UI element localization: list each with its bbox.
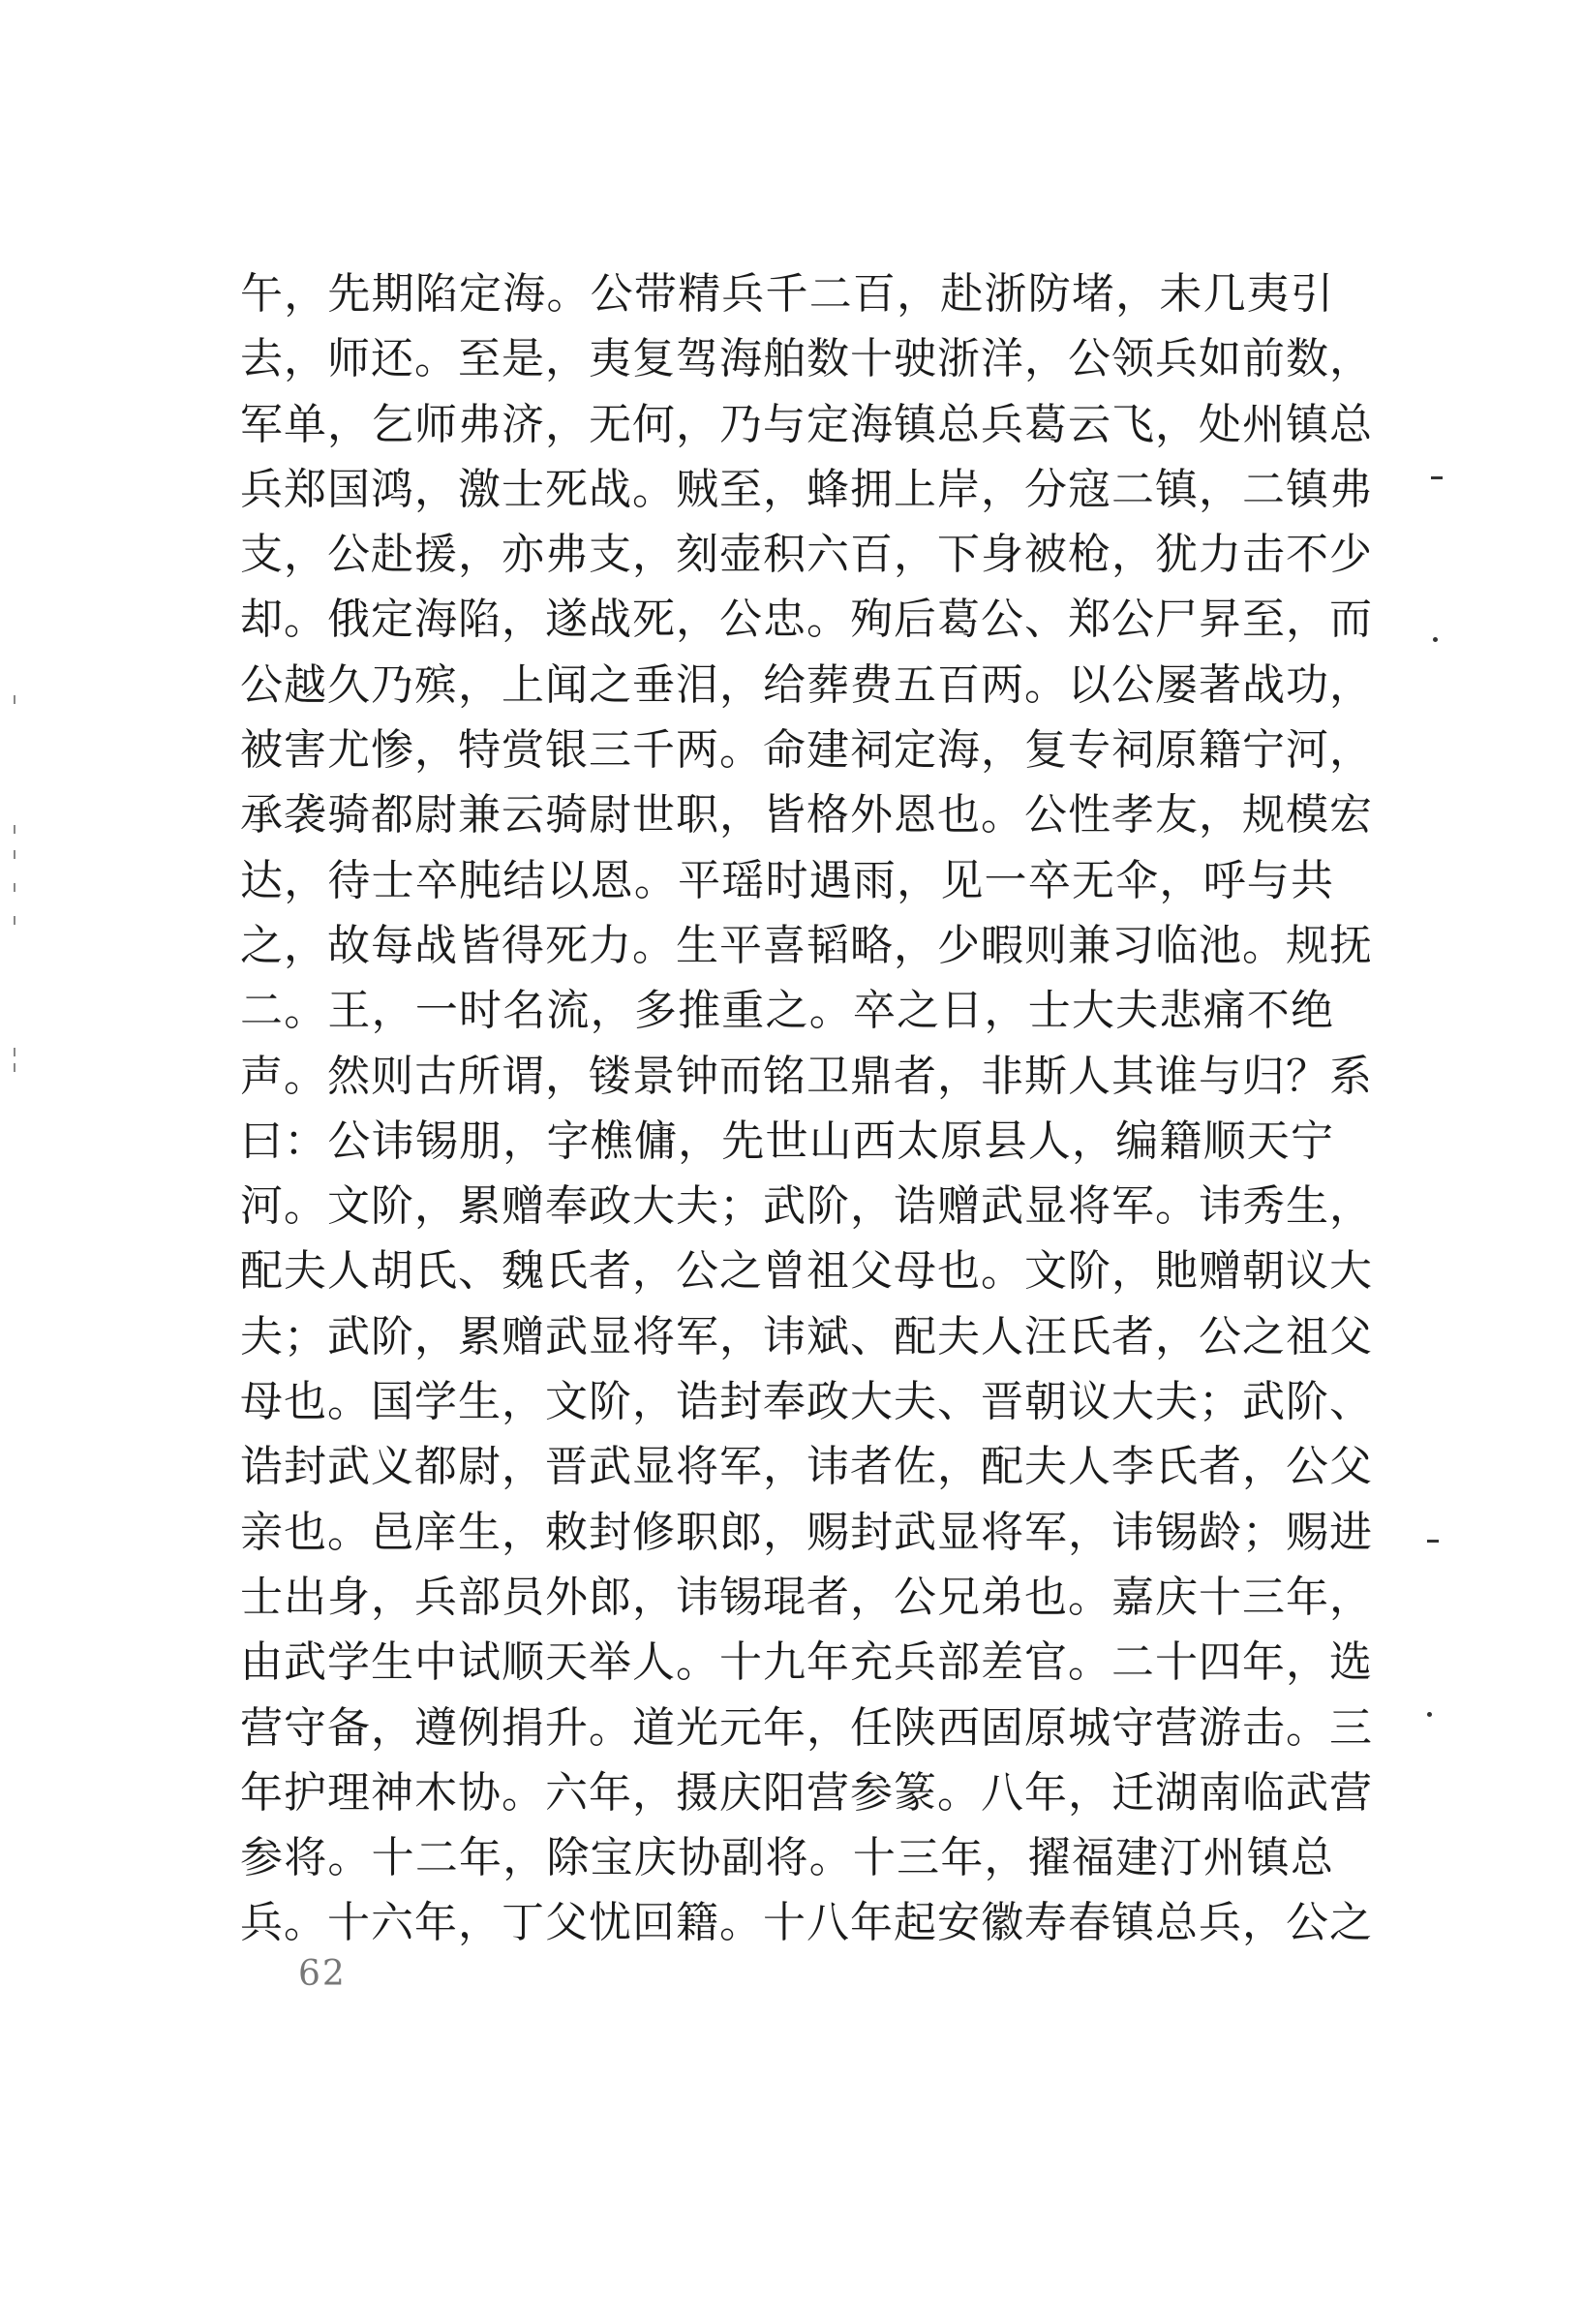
text-line: 年护理神木协。六年，摄庆阳营参篆。八年，迁湖南临武营 [240,1767,1373,1818]
text-line: 被害尤惨，特赏银三千两。命建祠定海，复专祠原籍宁河， [240,725,1373,776]
text-line: 亲也。邑庠生，敕封修职郎，赐封武显将军，讳锡龄；赐进 [240,1507,1373,1557]
scan-mark [14,916,15,925]
text-line: 士出身，兵部员外郎，讳锡琨者，公兄弟也。嘉庆十三年， [240,1572,1373,1622]
scan-mark [14,883,15,892]
scan-mark [14,1063,15,1072]
scan-mark [14,695,15,704]
page-number: 62 [298,1954,347,1994]
text-line: 配夫人胡氏、魏氏者，公之曾祖父母也。文阶，貤赠朝议大 [240,1246,1373,1297]
text-line: 之，故每战皆得死力。生平喜韬略，少暇则兼习临池。规抚 [240,920,1373,970]
scan-mark [14,1048,15,1056]
scan-mark [1427,1540,1439,1543]
scan-mark [14,850,15,859]
text-line: 公越久乃殡，上闻之垂泪，给葬费五百两。以公屡著战功， [240,659,1373,710]
text-line: 午，先期陷定海。公带精兵千二百，赴浙防堵，未几夷引 [240,269,1334,319]
text-line: 声。然则古所谓，镂景钟而铭卫鼎者，非斯人其谁与归？系 [240,1051,1373,1101]
scan-mark [1431,476,1443,479]
scan-mark [14,825,15,834]
text-line: 夫；武阶，累赠武显将军，讳斌、配夫人汪氏者，公之祖父 [240,1311,1373,1361]
scan-mark [1433,637,1438,642]
text-line: 支，公赴援，亦弗支，刻壶积六百，下身被枪，犹力击不少 [240,530,1373,580]
text-line: 诰封武义都尉，晋武显将军，讳者佐，配夫人李氏者，公父 [240,1442,1373,1492]
text-line: 去，师还。至是，夷复驾海舶数十驶浙洋，公领兵如前数， [240,334,1373,384]
text-line: 参将。十二年，除宝庆协副将。十三年，擢福建汀州镇总 [240,1833,1334,1883]
scan-mark [1427,1712,1432,1717]
text-line: 军单，乞师弗济，无何，乃与定海镇总兵葛云飞，处州镇总 [240,399,1373,449]
text-line: 却。俄定海陷，遂战死，公忠。殉后葛公、郑公尸昇至，而 [240,595,1373,645]
text-line: 达，待士卒肫结以恩。平瑶时遇雨，见一卒无伞，呼与共 [240,855,1334,905]
body-text [240,261,1373,1956]
text-line: 由武学生中试顺天举人。十九年充兵部差官。二十四年，选 [240,1637,1373,1688]
text-line: 兵。十六年，丁父忧回籍。十八年起安徽寿春镇总兵，公之 [240,1898,1373,1948]
text-line: 承袭骑都尉兼云骑尉世职，皆格外恩也。公性孝友，规模宏 [240,790,1373,841]
text-line: 曰：公讳锡朋，字樵傭，先世山西太原县人，编籍顺天宁 [240,1116,1334,1166]
text-line: 营守备，遵例捐升。道光元年，任陕西固原城守营游击。三 [240,1702,1373,1753]
text-line: 母也。国学生，文阶，诰封奉政大夫、晋朝议大夫；武阶、 [240,1377,1373,1427]
text-line: 二。王，一时名流，多推重之。卒之日，士大夫悲痛不绝 [240,986,1334,1036]
text-line: 河。文阶，累赠奉政大夫；武阶，诰赠武显将军。讳秀生， [240,1181,1373,1232]
text-line: 兵郑国鸿，激士死战。贼至，蜂拥上岸，分寇二镇，二镇弗 [240,464,1373,514]
